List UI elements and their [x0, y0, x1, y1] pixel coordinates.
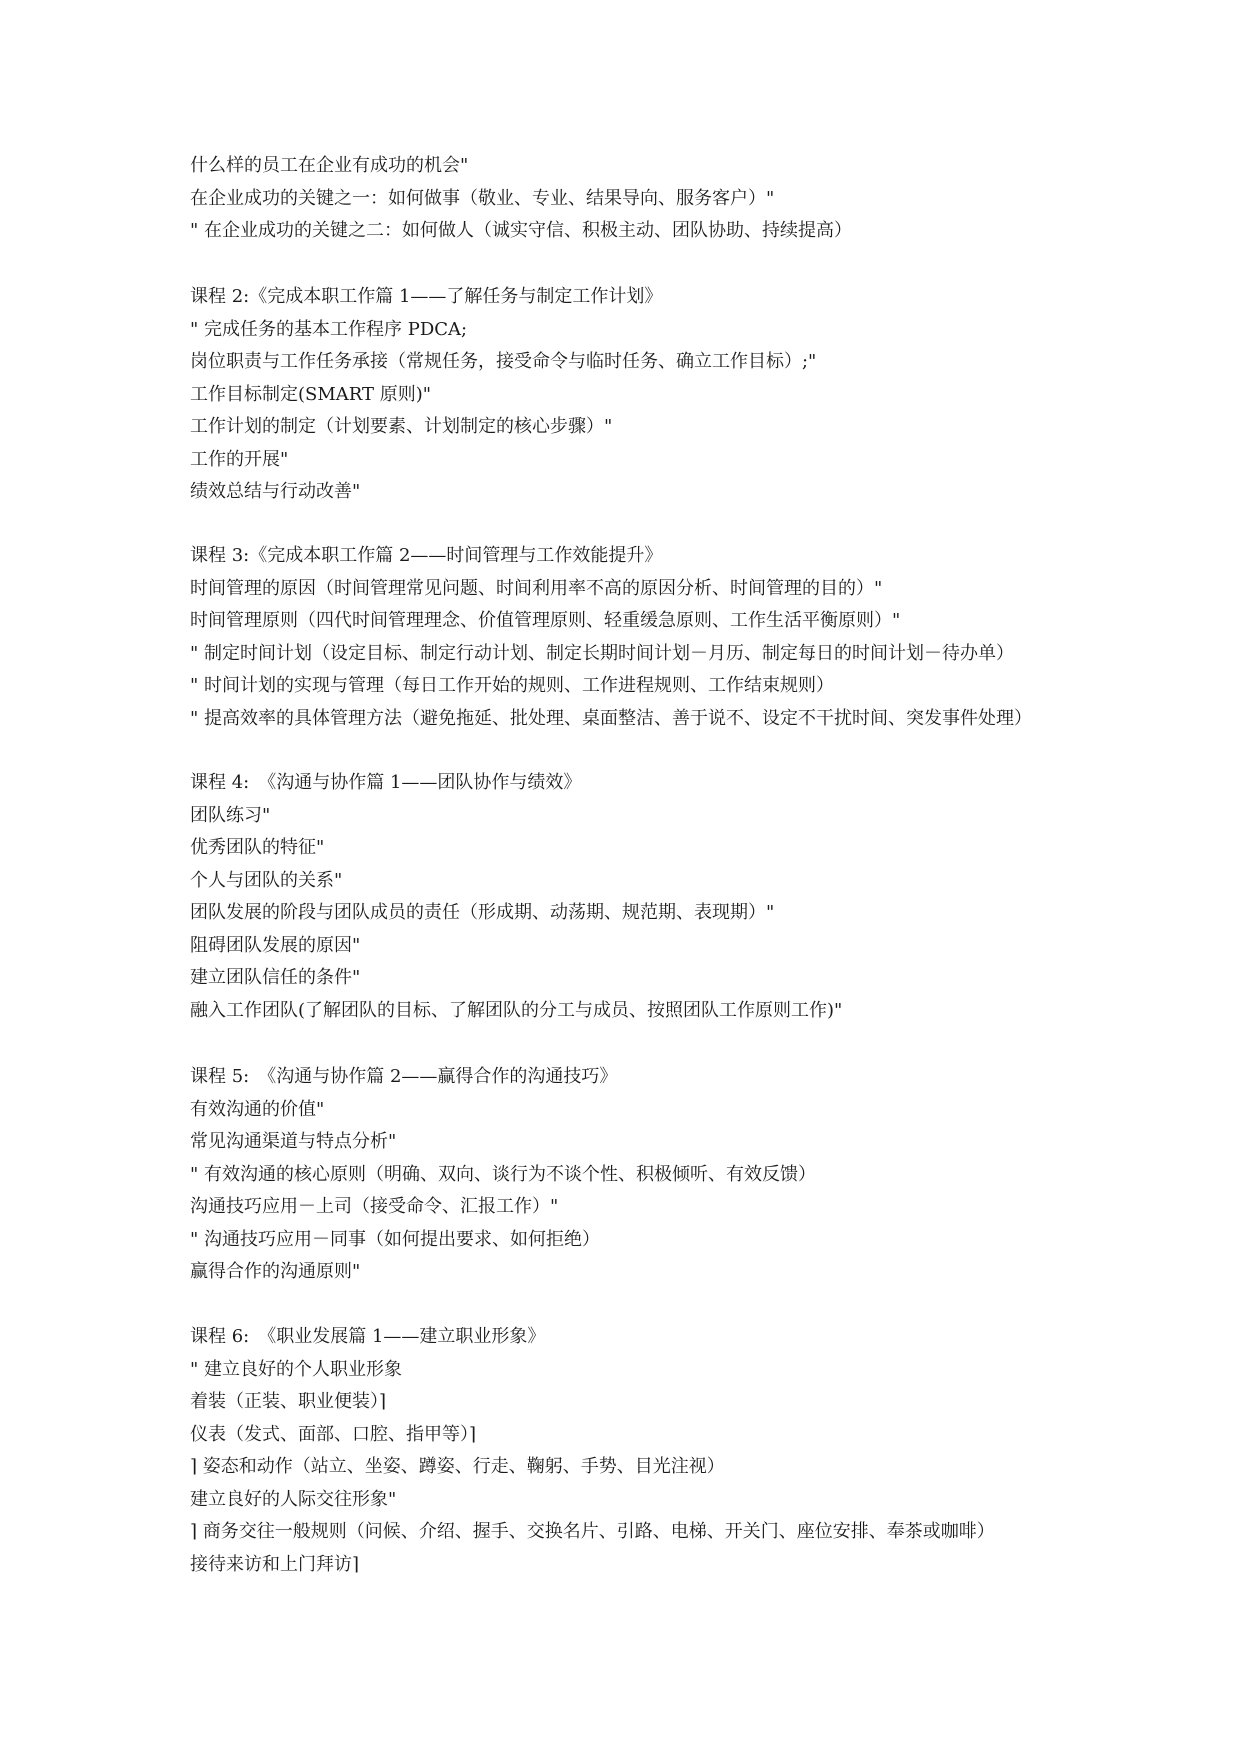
- course-4-title: 课程 4: 《沟通与协作篇 1——团队协作与绩效》: [190, 772, 582, 793]
- course-5-title: 课程 5: 《沟通与协作篇 2——赢得合作的沟通技巧》: [190, 1066, 618, 1087]
- course-4-item: 优秀团队的特征": [190, 837, 325, 858]
- course-2-item: 绩效总结与行动改善": [190, 481, 361, 502]
- course-3-item: 时间管理的原因（时间管理常见问题、时间利用率不高的原因分析、时间管理的目的）": [190, 577, 883, 599]
- intro-line: " 在企业成功的关键之二：如何做人（诚实守信、积极主动、团队协助、持续提高）: [190, 220, 852, 241]
- course-2-item: 岗位职责与工作任务承接（常规任务，接受命令与临时任务、确立工作目标）;": [190, 351, 817, 372]
- course-6-title: 课程 6: 《职业发展篇 1——建立职业形象》: [190, 1326, 546, 1347]
- course-5-item: " 有效沟通的核心原则（明确、双向、谈行为不谈个性、积极倾听、有效反馈）: [190, 1163, 816, 1185]
- course-6-item: 建立良好的人际交往形象": [190, 1488, 397, 1510]
- course-4-item: 融入工作团队(了解团队的目标、了解团队的分工与成员、按照团队工作原则工作)": [190, 999, 843, 1021]
- intro-section: [190, 150, 1150, 248]
- course-2-item: " 完成任务的基本工作程序 PDCA;: [190, 318, 468, 340]
- course-4-item: 建立团队信任的条件": [190, 967, 361, 988]
- course-6-item: ⌉ 姿态和动作（站立、坐姿、蹲姿、行走、鞠躬、手势、目光注视）: [190, 1456, 725, 1477]
- course-4-section: [190, 767, 1150, 1027]
- course-5-section: [190, 1061, 1150, 1289]
- course-5-item: 沟通技巧应用－上司（接受命令、汇报工作）": [190, 1196, 559, 1217]
- intro-line: 什么样的员工在企业有成功的机会": [190, 155, 469, 176]
- course-2-item: 工作计划的制定（计划要素、计划制定的核心步骤）": [190, 416, 613, 437]
- course-2-item: 工作目标制定(SMART 原则)": [190, 383, 432, 405]
- course-5-item: 常见沟通渠道与特点分析": [190, 1131, 397, 1152]
- course-4-item: 个人与团队的关系": [190, 869, 343, 891]
- course-4-item: 团队发展的阶段与团队成员的责任（形成期、动荡期、规范期、表现期）": [190, 902, 775, 923]
- course-5-item: 赢得合作的沟通原则": [190, 1261, 361, 1282]
- course-4-item: 阻碍团队发展的原因": [190, 934, 361, 956]
- course-2-title: 课程 2:《完成本职工作篇 1——了解任务与制定工作计划》: [190, 286, 663, 307]
- course-6-section: [190, 1321, 1150, 1581]
- course-6-item: ⌉ 商务交往一般规则（问候、介绍、握手、交换名片、引路、电梯、开关门、座位安排、奉茶或咖啡）: [190, 1521, 995, 1542]
- intro-line: 在企业成功的关键之一：如何做事（敬业、专业、结果导向、服务客户）": [190, 187, 775, 209]
- course-3-item: 时间管理原则（四代时间管理理念、价值管理原则、轻重缓急原则、工作生活平衡原则）": [190, 610, 901, 631]
- course-2-section: [190, 281, 1150, 509]
- course-6-item: 接待来访和上门拜访⌉: [190, 1553, 360, 1575]
- course-4-item: 团队练习": [190, 804, 271, 826]
- course-3-item: " 时间计划的实现与管理（每日工作开始的规则、工作进程规则、工作结束规则）: [190, 675, 834, 696]
- course-3-item: " 提高效率的具体管理方法（避免拖延、批处理、桌面整洁、善于说不、设定不干扰时间、突发事件处理）: [190, 707, 1032, 729]
- course-6-item: " 建立良好的个人职业形象: [190, 1358, 402, 1380]
- course-3-section: [190, 540, 1150, 735]
- course-5-item: " 沟通技巧应用－同事（如何提出要求、如何拒绝）: [190, 1228, 600, 1250]
- course-2-item: 工作的开展": [190, 448, 289, 470]
- course-3-item: " 制定时间计划（设定目标、制定行动计划、制定长期时间计划－月历、制定每日的时间计划－待办单）: [190, 642, 1014, 664]
- course-6-item: 仪表（发式、面部、口腔、指甲等）⌉: [190, 1423, 477, 1445]
- course-3-title: 课程 3:《完成本职工作篇 2——时间管理与工作效能提升》: [190, 545, 663, 566]
- course-6-item: 着装（正装、职业便装）⌉: [190, 1391, 387, 1412]
- course-5-item: 有效沟通的价值": [190, 1098, 325, 1120]
